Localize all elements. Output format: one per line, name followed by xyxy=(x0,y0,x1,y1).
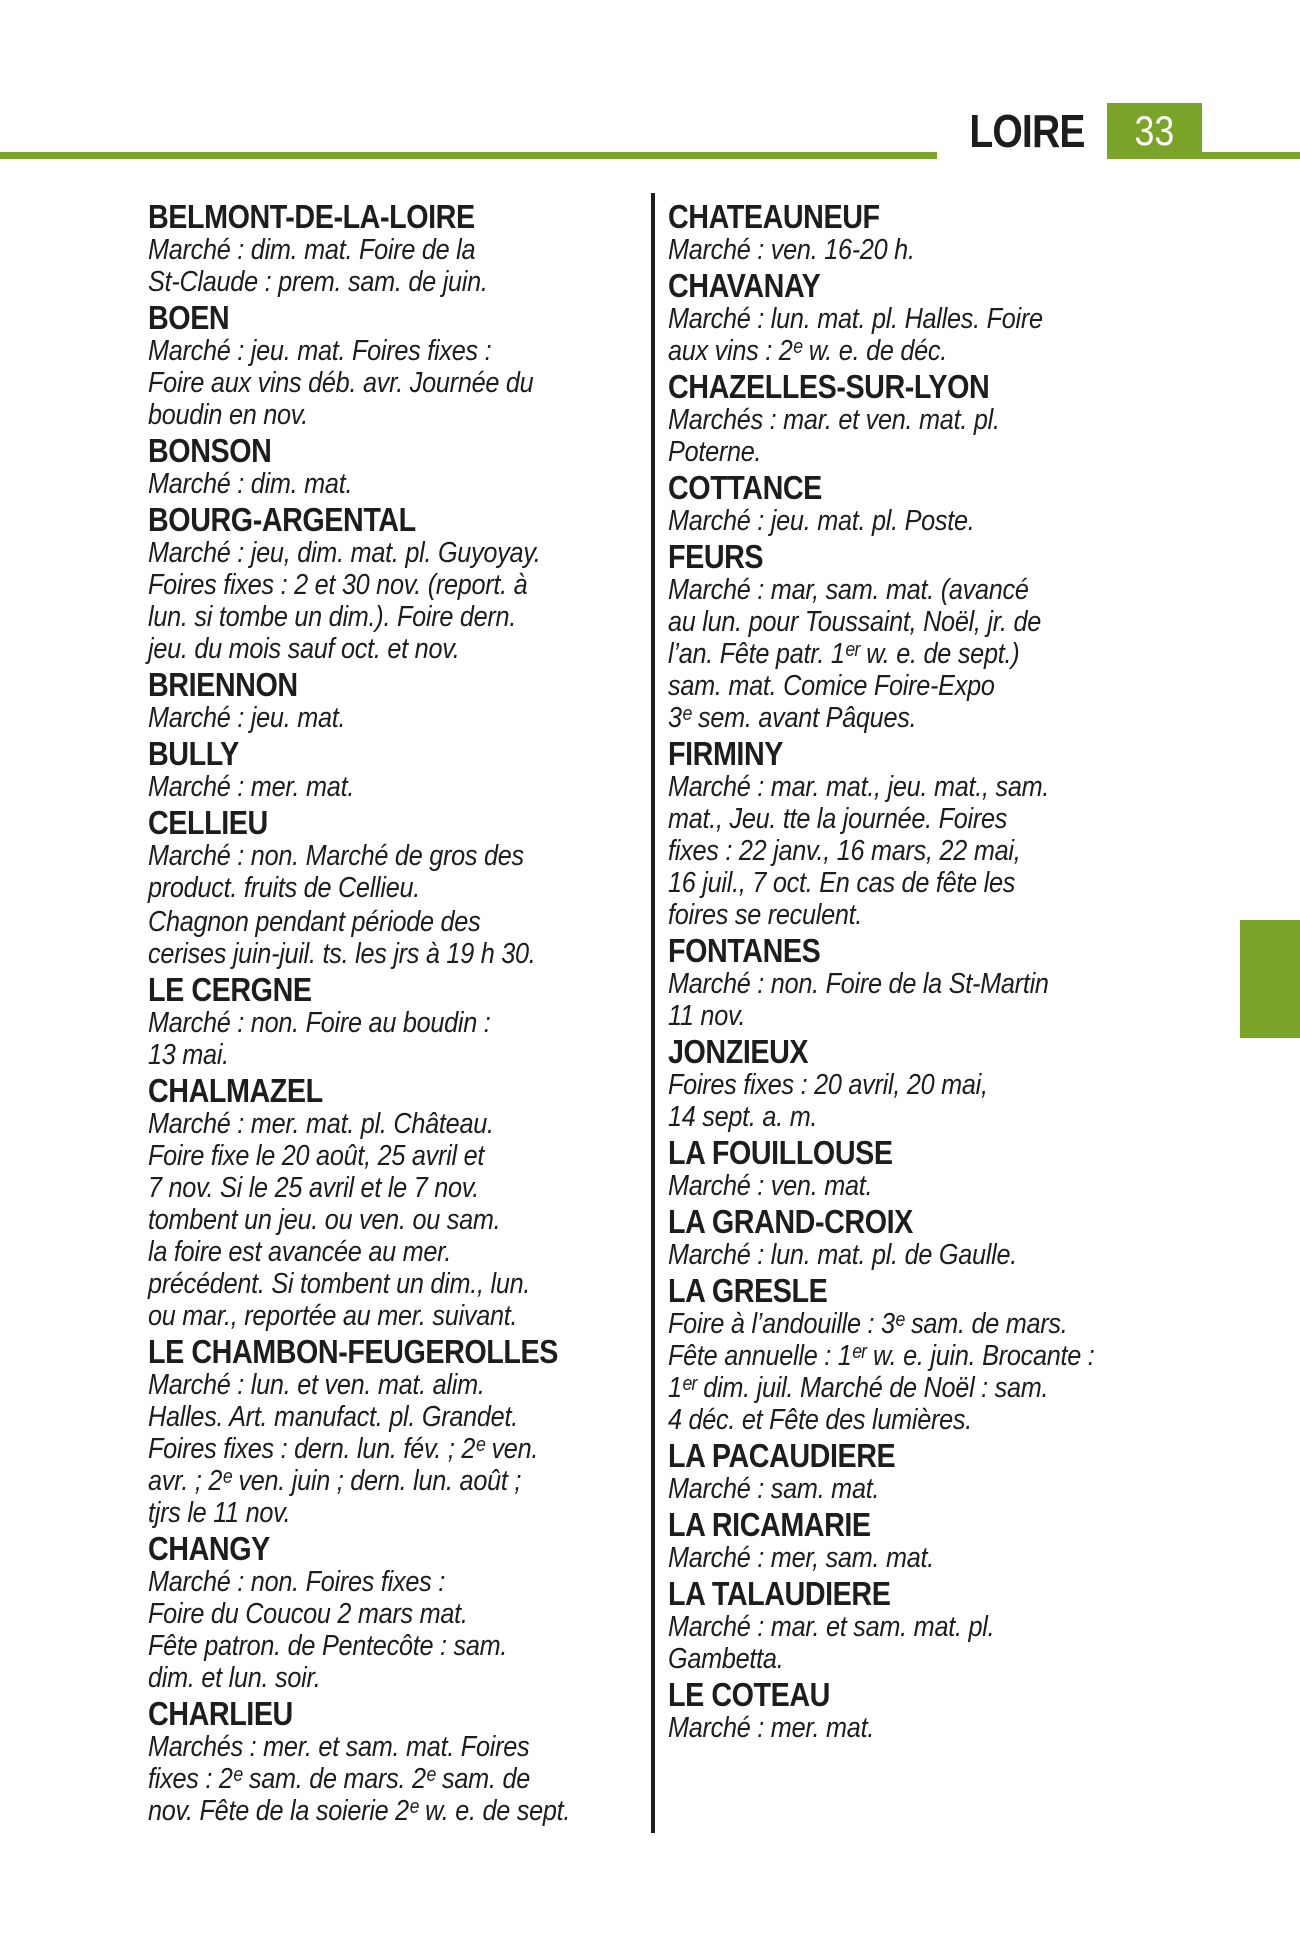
entry-line: 11 nov. xyxy=(668,1000,746,1032)
entry-line: Marchés : mar. et ven. mat. pl. xyxy=(668,404,1000,436)
entry-line: Marché : lun. mat. pl. de Gaulle. xyxy=(668,1239,1017,1271)
entry-line: 13 mai. xyxy=(148,1039,229,1071)
entry-paragraph xyxy=(668,1239,1160,1271)
entry-line: mat., Jeu. tte la journée. Foires xyxy=(668,803,1008,835)
town-entry xyxy=(148,503,640,665)
town-entry xyxy=(148,1074,640,1332)
entry-paragraph xyxy=(668,1473,1160,1505)
entry-paragraph xyxy=(668,968,1160,1032)
town-entry xyxy=(668,1508,1160,1574)
entry-line: Marché : mar. et sam. mat. pl. xyxy=(668,1611,995,1643)
entry-paragraph xyxy=(668,1542,1160,1574)
entry-line: product. fruits de Cellieu. xyxy=(148,872,421,904)
town-entry xyxy=(148,301,640,431)
entry-paragraph xyxy=(668,1308,1160,1436)
entry-line: Marché : mer. mat. pl. Château. xyxy=(148,1108,494,1140)
entry-paragraph xyxy=(668,404,1160,468)
town-entry xyxy=(668,471,1160,537)
entry-line: l’an. Fête patr. 1ᵉʳ w. e. de sept.) xyxy=(668,638,1020,670)
town-entry xyxy=(668,370,1160,468)
entry-line: Foires fixes : 2 et 30 nov. (report. à xyxy=(148,569,528,601)
town-entry xyxy=(668,737,1160,931)
entry-paragraph xyxy=(668,1712,1160,1744)
entry-paragraph xyxy=(148,702,640,734)
town-name: CHANGY xyxy=(148,1530,270,1567)
entry-line: Marché : sam. mat. xyxy=(668,1473,880,1505)
entry-line: 14 sept. a. m. xyxy=(668,1101,818,1133)
entry-line: Marché : mer. mat. xyxy=(668,1712,875,1744)
entry-line: lun. si tombe un dim.). Foire dern. xyxy=(148,601,517,633)
town-name: LE COTEAU xyxy=(668,1676,830,1713)
town-entry xyxy=(148,1335,640,1529)
entry-line: Marché : lun. et ven. mat. alim. xyxy=(148,1369,485,1401)
town-entry xyxy=(148,806,640,970)
entry-paragraph xyxy=(148,1007,640,1071)
entry-line: Chagnon pendant période des xyxy=(148,906,481,938)
town-name: CHAVANAY xyxy=(668,267,821,304)
entry-line: Foire fixe le 20 août, 25 avril et xyxy=(148,1140,485,1172)
town-name: LE CHAMBON-FEUGEROLLES xyxy=(148,1333,558,1370)
entry-line: au lun. pour Toussaint, Noël, jr. de xyxy=(668,606,1042,638)
entry-line: fixes : 2ᵉ sam. de mars. 2ᵉ sam. de xyxy=(148,1763,530,1795)
town-entry xyxy=(668,1136,1160,1202)
town-entry xyxy=(668,1205,1160,1271)
town-entry xyxy=(148,973,640,1071)
town-entry xyxy=(668,1577,1160,1675)
town-entry xyxy=(148,668,640,734)
entry-line: St-Claude : prem. sam. de juin. xyxy=(148,266,488,298)
page-title: LOIRE xyxy=(969,105,1085,157)
town-name: LA RICAMARIE xyxy=(668,1506,871,1543)
entry-line: Marché : mer, sam. mat. xyxy=(668,1542,934,1574)
town-name: BOURG-ARGENTAL xyxy=(148,501,416,538)
entry-line: ou mar., reportée au mer. suivant. xyxy=(148,1300,518,1332)
entry-paragraph xyxy=(668,234,1160,266)
town-entry xyxy=(148,737,640,803)
page-number-badge xyxy=(1107,103,1202,159)
town-name: FIRMINY xyxy=(668,735,783,772)
town-entry xyxy=(148,200,640,298)
entry-line: Gambetta. xyxy=(668,1643,784,1675)
entry-line: Marché : jeu. mat. pl. Poste. xyxy=(668,505,975,537)
entry-paragraph xyxy=(148,468,640,500)
town-entry xyxy=(148,1532,640,1694)
header-rule-left xyxy=(0,152,937,159)
entry-paragraph xyxy=(148,1731,640,1827)
town-name: CHAZELLES-SUR-LYON xyxy=(668,368,990,405)
entry-line: Marché : mar. mat., jeu. mat., sam. xyxy=(668,771,1050,803)
entry-line: Marché : non. Foire de la St-Martin xyxy=(668,968,1049,1000)
entry-paragraph xyxy=(148,1108,640,1332)
town-name: LA FOUILLOUSE xyxy=(668,1134,893,1171)
entry-paragraph xyxy=(148,840,640,904)
entry-line: dim. et lun. soir. xyxy=(148,1662,321,1694)
entry-line: cerises juin-juil. ts. les jrs à 19 h 30. xyxy=(148,938,536,970)
town-entry xyxy=(668,269,1160,367)
entry-line: avr. ; 2ᵉ ven. juin ; dern. lun. août ; xyxy=(148,1465,522,1497)
town-name: LE CERGNE xyxy=(148,971,312,1008)
town-name: COTTANCE xyxy=(668,469,822,506)
entry-paragraph xyxy=(148,771,640,803)
entry-line: 7 nov. Si le 25 avril et le 7 nov. xyxy=(148,1172,479,1204)
entry-paragraph xyxy=(668,303,1160,367)
town-name: LA PACAUDIERE xyxy=(668,1437,896,1474)
entry-line: Marché : non. Foires fixes : xyxy=(148,1566,445,1598)
town-entry xyxy=(148,434,640,500)
entry-line: Marché : jeu, dim. mat. pl. Guyoyay. xyxy=(148,537,541,569)
entry-line: Foire aux vins déb. avr. Journée du xyxy=(148,367,534,399)
entry-paragraph xyxy=(148,1566,640,1694)
entry-line: la foire est avancée au mer. xyxy=(148,1236,452,1268)
town-name: FONTANES xyxy=(668,932,821,969)
entry-line: Marché : non. Marché de gros des xyxy=(148,840,524,872)
town-name: LA GRESLE xyxy=(668,1272,828,1309)
entry-line: Marché : mer. mat. xyxy=(148,771,355,803)
entry-paragraph xyxy=(668,505,1160,537)
entry-line: Foire à l’andouille : 3ᵉ sam. de mars. xyxy=(668,1308,1068,1340)
entry-paragraph xyxy=(668,574,1160,734)
entry-line: Fête patron. de Pentecôte : sam. xyxy=(148,1630,508,1662)
entry-line: Marché : mar, sam. mat. (avancé xyxy=(668,574,1029,606)
entry-line: foires se reculent. xyxy=(668,899,863,931)
town-name: LA GRAND-CROIX xyxy=(668,1203,913,1240)
entry-line: jeu. du mois sauf oct. et nov. xyxy=(148,633,460,665)
entry-line: boudin en nov. xyxy=(148,399,309,431)
entry-line: Marché : ven. mat. xyxy=(668,1170,873,1202)
entry-line: précédent. Si tombent un dim., lun. xyxy=(148,1268,531,1300)
town-entry xyxy=(668,1274,1160,1436)
town-name: FEURS xyxy=(668,538,764,575)
town-name: JONZIEUX xyxy=(668,1033,809,1070)
entry-line: 3ᵉ sem. avant Pâques. xyxy=(668,702,917,734)
entry-line: Halles. Art. manufact. pl. Grandet. xyxy=(148,1401,518,1433)
entry-line: nov. Fête de la soierie 2ᵉ w. e. de sept. xyxy=(148,1795,571,1827)
entry-line: 1ᵉʳ dim. juil. Marché de Noël : sam. xyxy=(668,1372,1049,1404)
town-name: CHALMAZEL xyxy=(148,1072,323,1109)
right-column xyxy=(668,197,1160,1744)
town-name: CELLIEU xyxy=(148,804,268,841)
entry-line: aux vins : 2ᵉ w. e. de déc. xyxy=(668,335,948,367)
town-name: BELMONT-DE-LA-LOIRE xyxy=(148,198,475,235)
entry-paragraph xyxy=(148,537,640,665)
entry-line: Marché : lun. mat. pl. Halles. Foire xyxy=(668,303,1043,335)
entry-line: tombent un jeu. ou ven. ou sam. xyxy=(148,1204,501,1236)
town-entry xyxy=(148,1697,640,1827)
page-number: 33 xyxy=(1134,107,1175,154)
town-name: BOEN xyxy=(148,299,230,336)
entry-line: Marchés : mer. et sam. mat. Foires xyxy=(148,1731,530,1763)
town-entry xyxy=(668,200,1160,266)
entry-line: Marché : dim. mat. Foire de la xyxy=(148,234,476,266)
town-name: BULLY xyxy=(148,735,239,772)
entry-paragraph xyxy=(668,1069,1160,1133)
entry-line: Marché : jeu. mat. Foires fixes : xyxy=(148,335,492,367)
entry-line: fixes : 22 janv., 16 mars, 22 mai, xyxy=(668,835,1021,867)
entry-line: 4 déc. et Fête des lumières. xyxy=(668,1404,973,1436)
entry-paragraph xyxy=(148,335,640,431)
entry-paragraph xyxy=(148,1369,640,1529)
entry-line: tjrs le 11 nov. xyxy=(148,1497,291,1529)
town-entry xyxy=(668,1678,1160,1744)
entry-line: Marché : dim. mat. xyxy=(148,468,353,500)
column-divider xyxy=(651,193,655,1833)
town-entry xyxy=(668,934,1160,1032)
town-entry xyxy=(668,1439,1160,1505)
entry-line: Foires fixes : dern. lun. fév. ; 2ᵉ ven. xyxy=(148,1433,539,1465)
entry-paragraph xyxy=(668,1170,1160,1202)
town-name: BRIENNON xyxy=(148,666,298,703)
entry-paragraph xyxy=(148,234,640,298)
page-edge-tab xyxy=(1240,920,1300,1038)
entry-line: Marché : jeu. mat. xyxy=(148,702,346,734)
entry-line: Marché : non. Foire au boudin : xyxy=(148,1007,491,1039)
entry-line: 16 juil., 7 oct. En cas de fête les xyxy=(668,867,1016,899)
town-name: CHARLIEU xyxy=(148,1695,293,1732)
left-column xyxy=(148,197,640,1827)
town-name: LA TALAUDIERE xyxy=(668,1575,891,1612)
entry-line: sam. mat. Comice Foire-Expo xyxy=(668,670,995,702)
entry-line: Fête annuelle : 1ᵉʳ w. e. juin. Brocante : xyxy=(668,1340,1095,1372)
entry-paragraph xyxy=(668,771,1160,931)
town-entry xyxy=(668,1035,1160,1133)
entry-paragraph xyxy=(148,906,640,970)
entry-line: Foire du Coucou 2 mars mat. xyxy=(148,1598,468,1630)
entry-line: Foires fixes : 20 avril, 20 mai, xyxy=(668,1069,988,1101)
entry-paragraph xyxy=(668,1611,1160,1675)
entry-line: Marché : ven. 16-20 h. xyxy=(668,234,915,266)
town-name: BONSON xyxy=(148,432,272,469)
town-entry xyxy=(668,540,1160,734)
town-name: CHATEAUNEUF xyxy=(668,198,880,235)
entry-line: Poterne. xyxy=(668,436,762,468)
